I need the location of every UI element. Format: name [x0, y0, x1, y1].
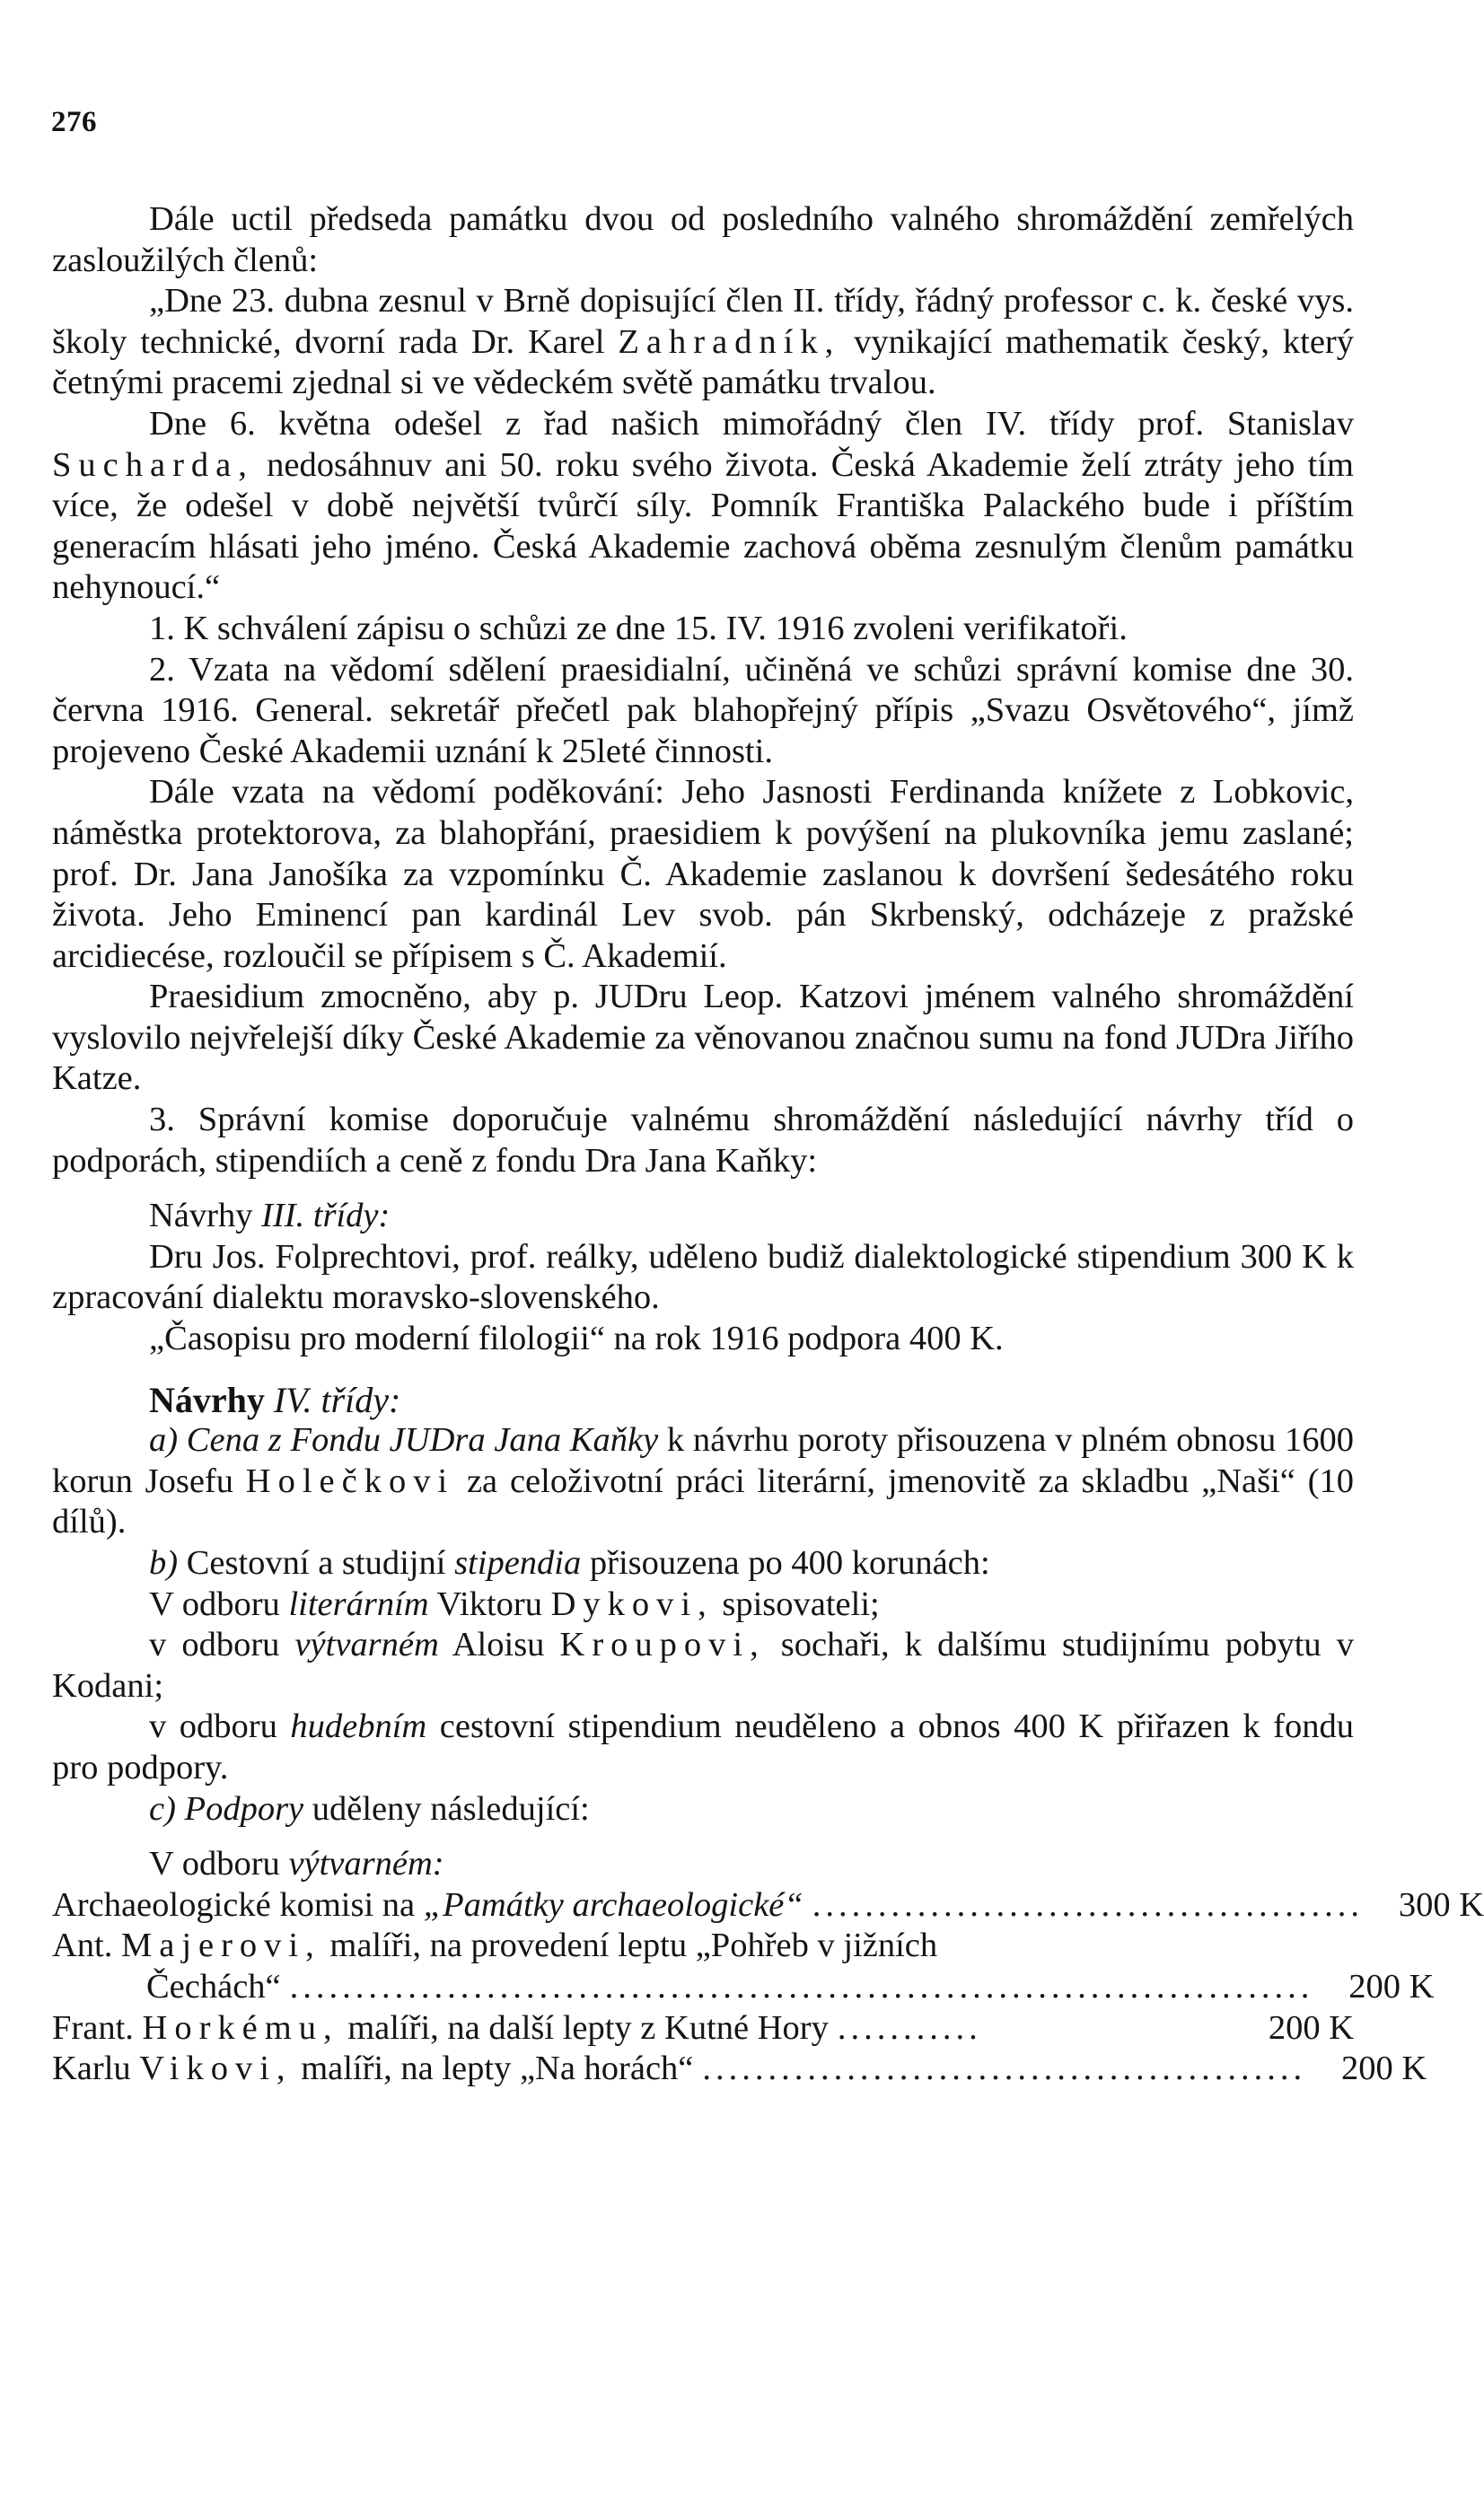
text-span: Karlu: [52, 2050, 140, 2088]
text-span: za celoživotní práci literární, jmenovitě za skladbu „Naši“ (10 dílů).: [52, 1462, 1354, 1541]
grant-row: [52, 2049, 1427, 2090]
paragraph-class4-b2: [52, 1625, 1354, 1707]
page-body: [52, 199, 1484, 2090]
text-span: V odboru: [149, 1585, 289, 1623]
text-span: sochaři, k dalšímu studijnímu pobytu v Kodani;: [52, 1626, 1355, 1705]
leader-dots: ..........................................: [812, 1885, 1365, 1924]
text-span: Viktoru: [428, 1585, 551, 1623]
paragraph-class4-a: [52, 1420, 1354, 1543]
item-label: a): [149, 1421, 179, 1460]
item-label: b): [149, 1544, 179, 1582]
grant-label: [52, 2049, 693, 2090]
text-span: cestovní stipendium neuděleno a obnos 400 K přiřazen k fondu pro podpory.: [52, 1708, 1354, 1787]
grant-row: [52, 1885, 1484, 1927]
grant-row-continuation: [52, 1967, 1435, 2008]
person-name: Sucharda,: [52, 445, 254, 484]
grant-amount: 200 K: [1268, 2008, 1354, 2047]
paragraph-class4-b3: [52, 1707, 1354, 1788]
grant-row: [52, 1926, 1354, 1967]
grant-label: [52, 1926, 937, 1967]
leader-dots: ..............................................................................: [289, 1967, 1314, 2006]
heading-text: V odboru: [149, 1845, 289, 1883]
grant-amount: 300 K: [1398, 1885, 1484, 1924]
text-italic: literárním: [288, 1585, 429, 1623]
leader-dots: ...........: [837, 2008, 982, 2047]
text-italic: Podpory: [184, 1789, 304, 1828]
heading-class-4: [52, 1380, 1354, 1421]
grant-amount: 200 K: [1340, 2050, 1427, 2088]
paragraph-item-2: 2. Vzata na vědomí sdělení praesidialní, učiněná ve schůzi správní komise dne 30. června 1916. General. sekretář přečetl pak blahopřejný přípis „Svazu Osvětového“, jímž projeveno České Akademii uznání k 25leté činnosti.: [52, 650, 1354, 770]
text-span: uděleny následující:: [303, 1789, 590, 1828]
paragraph-item-3: 3. Správní komise doporučuje valnému shromáždění následující návrhy tříd o podporách, stipendiích a ceně z fondu Dra Jana Kaňky:: [52, 1101, 1354, 1180]
paragraph-class4-b: [52, 1543, 1354, 1585]
person-name: Horkému,: [142, 2008, 339, 2047]
heading-text: Návrhy: [149, 1379, 274, 1420]
text-span: v odboru: [149, 1626, 295, 1664]
text-span: „Dne 23. dubna zesnul v Brně dopisující člen II. třídy, řádný professor c. k. české vys. školy technické, dvorní rada Dr. Karel: [52, 282, 1354, 361]
paragraph-obituary-sucharda: [52, 404, 1354, 609]
person-name: Vikovi,: [139, 2050, 293, 2088]
grant-row: [52, 2008, 1354, 2050]
person-name: Dykovi,: [550, 1585, 714, 1623]
heading-italic: výtvarném:: [288, 1845, 444, 1883]
paragraph-item-1: 1. K schválení zápisu o schůzi ze dne 15. IV. 1916 zvoleni verifikatoři.: [149, 609, 1128, 647]
text-italic: stipendia: [454, 1544, 582, 1582]
text-span: malíři, na provedení leptu „Pohřeb v jižních: [321, 1927, 938, 1965]
paragraph-praesidium: Praesidium zmocněno, aby p. JUDru Leop. Katzovi jménem valného shromáždění vyslovilo nejvřelejší díky České Akademie za věnovanou značnou sumu na fond JUDra Jiřího Katze.: [52, 978, 1354, 1098]
paragraph-class3-journal: „Časopisu pro moderní filologii“ na rok 1916 podpora 400 K.: [149, 1320, 1004, 1358]
paragraph-class4-c: [52, 1789, 1354, 1830]
text-span: Frant.: [52, 2008, 143, 2047]
heading-grants: [52, 1844, 1354, 1885]
heading-text: Návrhy: [149, 1197, 262, 1235]
text-span: přisouzena po 400 korunách:: [581, 1544, 990, 1582]
text-span: malíři, na lepty „Na horách“: [292, 2050, 694, 2088]
text-span: malíři, na další lepty z Kutné Hory: [338, 2008, 829, 2047]
paragraph-class3-stipend: Dru Jos. Folprechtovi, prof. reálky, uděleno budiž dialektologické stipendium 300 K k zpracování dialektu moravsko-slovenského.: [52, 1237, 1354, 1317]
text-italic: hudebním: [290, 1708, 427, 1746]
text-span: v odboru: [149, 1708, 291, 1746]
person-name: Zahradník,: [618, 322, 841, 361]
page-number: 276: [51, 106, 97, 138]
person-name: Kroupovi,: [559, 1626, 766, 1664]
person-name: Majerovi,: [121, 1927, 321, 1965]
heading-italic: IV. třídy:: [273, 1379, 401, 1420]
text-span: Cestovní a studijní: [178, 1544, 455, 1582]
text-italic: Cena z Fondu JUDra Jana Kaňky: [186, 1421, 659, 1460]
spacer: [52, 1360, 1354, 1380]
heading-italic: III. třídy:: [261, 1197, 391, 1235]
grant-label: Čechách“: [146, 1967, 281, 2006]
grant-label: [52, 2008, 829, 2050]
spacer: [52, 1181, 1354, 1196]
paragraph-thanks: Dále vzata na vědomí poděkování: Jeho Jasnosti Ferdinanda knížete z Lobkovic, náměstka protektorova, za blahopřání, praesidiem k povýšení na plukovníka jemu zaslané; prof. Dr. Jana Janošíka za vzpomínku Č. Akademie zaslanou k dovršení šedesátého roku života. Jeho Eminencí pan kardinál Lev svob. pán Skrbenský, odcházeje z pražské arcidiecése, rozloučil se přípisem s Č. Akademií.: [52, 773, 1354, 975]
text-span: Dne 6. května odešel z řad našich mimořádný člen IV. třídy prof. Stanislav: [149, 404, 1354, 443]
item-label: c): [149, 1789, 176, 1828]
person-name: Holečkovi: [245, 1462, 455, 1500]
text-italic: výtvarném: [294, 1626, 439, 1664]
text-span: Aloisu: [438, 1626, 560, 1664]
leader-dots: ..............................................: [702, 2050, 1307, 2088]
heading-class-3: [52, 1196, 1354, 1237]
paragraph-obituary-zahradnik: [52, 281, 1354, 404]
paragraph-intro: Dále uctil předseda památku dvou od posledního valného shromáždění zemřelých zasloužilých členů:: [52, 200, 1354, 279]
text-italic: „Památky archaeologické“: [423, 1885, 803, 1924]
text-span: vynikající mathematik český, který četnými pracemi zjednal si ve vědeckém světě památku trvalou.: [52, 322, 1354, 402]
text-span: nedosáhnuv ani 50. roku svého života. Česká Akademie želí ztráty jeho tím více, že odešel v době největší tvůrčí síly. Pomník Františka Palackého bude i příštím generacím hlásati jeho jméno. Česká Akademie zachová oběma zesnulým členům památku nehynoucí.“: [52, 445, 1354, 607]
text-span: Archaeologické komisi na: [52, 1885, 424, 1924]
text-span: k návrhu poroty přisouzena v plném obnosu 1600 korun Josefu: [52, 1421, 1355, 1500]
text-span: Ant.: [52, 1927, 121, 1965]
grant-label: [52, 1885, 803, 1927]
paragraph-class4-b1: [52, 1585, 1354, 1626]
text-span: spisovateli;: [713, 1585, 880, 1623]
grant-amount: 200 K: [1348, 1967, 1435, 2006]
spacer: [52, 1830, 1354, 1844]
